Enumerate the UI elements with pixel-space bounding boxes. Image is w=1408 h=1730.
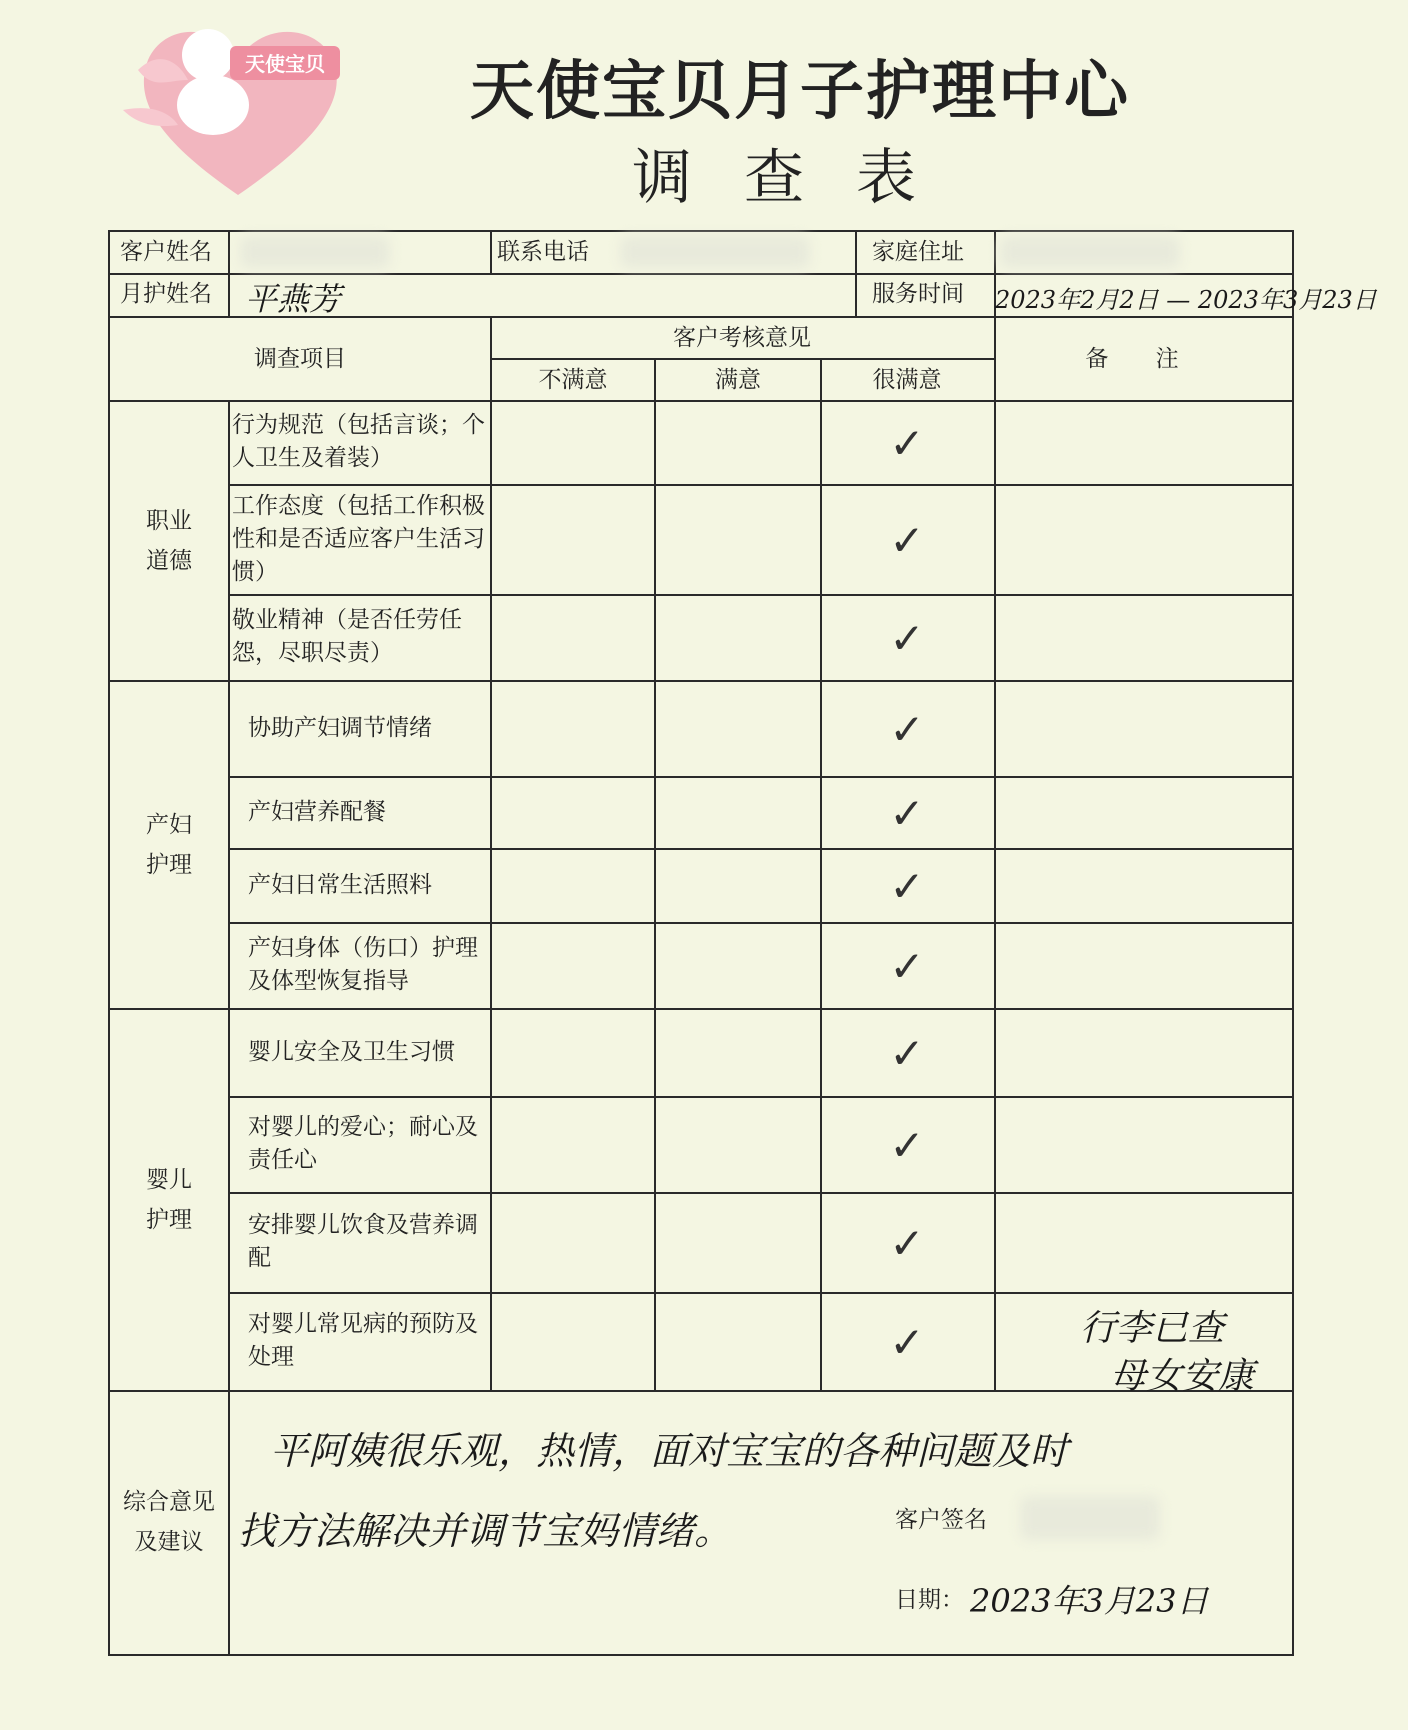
check-mark-icon: ✓ xyxy=(889,516,925,565)
customer-name-redacted xyxy=(240,236,390,268)
rating-header-unsatisfied: 不满意 xyxy=(538,366,608,393)
nurse-name-label: 月护姓名 xyxy=(120,280,212,307)
grid-line xyxy=(490,316,492,1392)
service-time-label: 服务时间 xyxy=(872,280,964,307)
phone-label: 联系电话 xyxy=(497,238,589,265)
check-mark-icon: ✓ xyxy=(889,1029,925,1078)
grid-line xyxy=(108,1654,1292,1656)
check-mark-icon: ✓ xyxy=(889,862,925,911)
comments-line1: 平阿姨很乐观，热情，面对宝宝的各种问题及时 xyxy=(270,1429,1069,1473)
item-header: 调查项目 xyxy=(254,345,346,372)
grid-line xyxy=(820,358,822,1392)
check-mark-icon: ✓ xyxy=(889,419,925,468)
comments-label: 综合意见 及建议 xyxy=(123,1489,215,1555)
grid-line xyxy=(994,316,996,1392)
grid-line xyxy=(1292,230,1294,1656)
check-mark-icon: ✓ xyxy=(889,942,925,991)
comments-line2: 找方法解决并调节宝妈情绪。 xyxy=(238,1509,733,1553)
survey-item-text: 对婴儿常见病的预防及处理 xyxy=(248,1311,478,1370)
phone-redacted xyxy=(620,236,810,268)
date-value: 2023年3月23日 xyxy=(970,1582,1209,1620)
grid-line xyxy=(108,230,1292,232)
address-label: 家庭住址 xyxy=(872,238,964,265)
grid-line xyxy=(228,400,230,1656)
remark-note-line2: 母女安康 xyxy=(1110,1356,1255,1397)
signature-label: 客户签名 xyxy=(895,1506,987,1533)
grid-line xyxy=(855,230,857,316)
survey-item-text: 产妇营养配餐 xyxy=(248,798,386,825)
check-mark-icon: ✓ xyxy=(889,1121,925,1170)
category-infant-care: 婴儿 护理 xyxy=(146,1167,192,1233)
survey-item-text: 婴儿安全及卫生习惯 xyxy=(248,1038,455,1065)
category-ethics: 职业 道德 xyxy=(146,508,192,574)
date-label: 日期： xyxy=(895,1586,964,1613)
survey-item-text: 敬业精神（是否任劳任怨，尽职尽责） xyxy=(232,607,462,666)
check-mark-icon: ✓ xyxy=(889,1318,925,1367)
grid-line xyxy=(490,230,492,273)
survey-item-text: 安排婴儿饮食及营养调配 xyxy=(248,1212,478,1271)
logo-text: 天使宝贝 xyxy=(245,52,325,76)
signature-redacted xyxy=(1020,1496,1160,1540)
remark-note-line1: 行李已查 xyxy=(1080,1308,1225,1349)
opinion-header: 客户考核意见 xyxy=(673,324,811,351)
rating-header-very-satisfied: 很满意 xyxy=(872,366,942,393)
survey-item-text: 产妇日常生活照料 xyxy=(248,871,432,898)
rating-header-satisfied: 满意 xyxy=(715,366,761,393)
category-mother-care: 产妇 护理 xyxy=(146,812,192,878)
address-redacted xyxy=(1000,236,1180,268)
check-mark-icon: ✓ xyxy=(889,705,925,754)
page-subtitle: 调查表 xyxy=(632,143,968,213)
check-mark-icon: ✓ xyxy=(889,1219,925,1268)
nurse-name-value: 平燕芳 xyxy=(245,280,342,318)
survey-item-text: 协助产妇调节情绪 xyxy=(248,714,432,741)
remarks-header: 备 注 xyxy=(1085,345,1199,372)
survey-item-text: 行为规范（包括言谈；个人卫生及着装） xyxy=(232,412,485,471)
page-title: 天使宝贝月子护理中心 xyxy=(470,55,1130,129)
check-mark-icon: ✓ xyxy=(889,789,925,838)
customer-name-label: 客户姓名 xyxy=(120,238,212,265)
survey-item-text: 产妇身体（伤口）护理及体型恢复指导 xyxy=(248,935,478,994)
survey-item-text: 工作态度（包括工作积极性和是否适应客户生活习惯） xyxy=(232,492,485,585)
survey-item-text: 对婴儿的爱心；耐心及责任心 xyxy=(248,1114,478,1173)
service-time-value: 2023年2月2日 — 2023年3月23日 xyxy=(995,286,1377,314)
grid-line xyxy=(654,358,656,1392)
check-mark-icon: ✓ xyxy=(889,614,925,663)
